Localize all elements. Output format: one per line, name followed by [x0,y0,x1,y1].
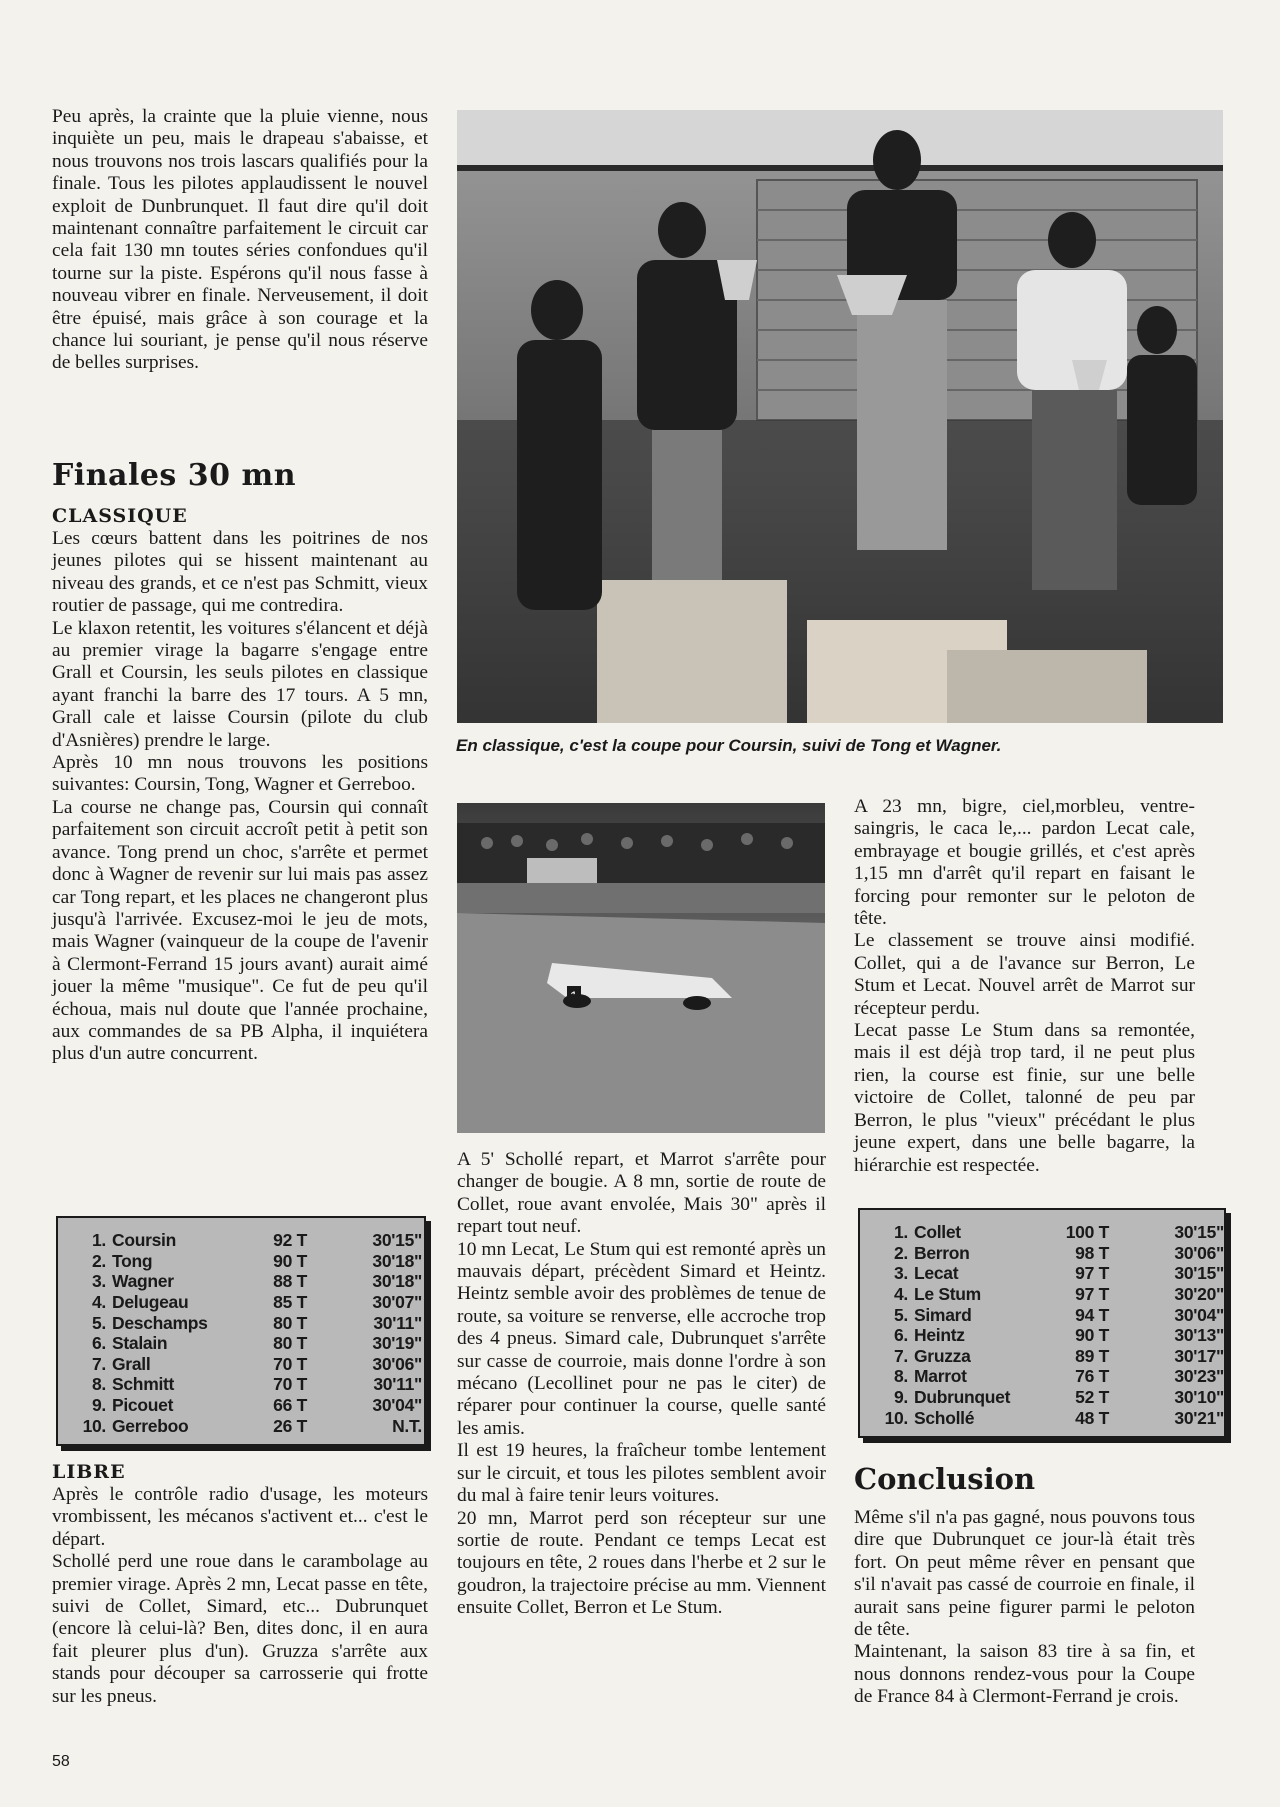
result-laps: 48 T [1075,1407,1109,1428]
result-laps: 89 T [1075,1345,1109,1366]
result-time: 30'04" [372,1395,422,1416]
result-name: Delugeau [112,1292,189,1313]
result-pos: 3. [92,1271,106,1292]
paragraph: Il est 19 heures, la fraîcheur tombe lentement sur le circuit, et tous les pilotes semblent avoir du mal à faire tenir leurs voitures. [457,1440,826,1507]
result-pos: 4. [92,1292,106,1313]
result-time: 30'21" [1174,1407,1224,1428]
result-laps: 85 T [273,1292,307,1313]
result-name: Picouet [112,1395,174,1416]
libre-results-table [858,1208,1226,1438]
result-name: Schmitt [112,1374,175,1395]
paragraph: Le classement se trouve ainsi modifié. Collet, qui a de l'avance sur Berron, Le Stum et Lecat. Nouvel arrêt de Marrot sur récepteur perdu. [854,930,1195,1019]
result-pos: 5. [92,1312,106,1333]
result-name: Simard [914,1304,972,1325]
result-laps: 90 T [273,1250,307,1271]
result-laps: 70 T [273,1374,307,1395]
result-pos: 5. [894,1304,908,1325]
section-heading-conclusion: Conclusion [854,1462,1036,1496]
result-name: Gerreboo [112,1415,189,1436]
paragraph: 20 mn, Marrot perd son récepteur sur une sortie de route. Pendant ce temps Lecat est toujours en tête, 2 roues dans l'herbe et 2 sur le goudron, la trajectoire précise au mm. Viennent ensuite Collet, Berron et Le Stum. [457,1507,826,1619]
table-row [76,1415,422,1436]
result-time: 30'18" [372,1271,422,1292]
result-name: Collet [914,1222,961,1243]
result-laps: 76 T [1075,1366,1109,1387]
result-name: Coursin [112,1230,177,1251]
result-pos: 2. [894,1242,908,1263]
result-name: Dubrunquet [914,1387,1011,1408]
race-car-photo [457,803,825,1133]
result-name: Marrot [914,1366,967,1387]
result-laps: 98 T [1075,1242,1109,1263]
paragraph: Après le contrôle radio d'usage, les moteurs vrombissent, les mécanos s'activent et... c'est le départ. [52,1484,428,1550]
paragraph: La course ne change pas, Coursin qui connaît parfaitement son circuit accroît petit à petit son avance. Tong prend un choc, s'arrête et permet donc à Wagner de revenir sur lui mais pas assez car Tong repart, et les places ne changeront plus jusqu'à l'arrivée. Excusez-moi le jeu de mots, mais Wagner (vainqueur de la coupe de l'avenir à Clermont-Ferrand 15 jours avant) aurait aimé jouer la même "musique". Ce fut de peu qu'il échoua, mais nul doute que l'année prochaine, aux commandes de sa PB Alpha, il inquiétera plus d'un autre concurrent. [52,796,428,1065]
table-row [76,1395,422,1416]
result-time: 30'15" [372,1230,422,1251]
race-car-photo-image [457,803,825,1133]
result-name: Tong [112,1250,153,1271]
result-laps: 88 T [273,1271,307,1292]
column-1-classique [52,528,428,1066]
result-name: Le Stum [914,1284,981,1305]
result-laps: 80 T [273,1312,307,1333]
result-laps: 26 T [273,1415,307,1436]
section-heading-finales: Finales 30 mn [52,458,297,493]
result-name: Lecat [914,1263,959,1284]
result-name: Berron [914,1242,970,1263]
result-name: Grall [112,1353,151,1374]
table-row [878,1222,1224,1243]
paragraph: Même s'il n'a pas gagné, nous pouvons tous dire que Dubrunquet ce jour-là était très fort. On peut même rêver en pensant que s'il n'avait pas cassé de courroie en finale, il aurait sans peine figurer parmi le peloton de tête. [854,1507,1195,1641]
result-pos: 10. [884,1407,908,1428]
table-row [878,1243,1224,1264]
table-row [878,1304,1224,1325]
column-1-intro [52,106,428,375]
result-pos: 4. [894,1284,908,1305]
table-row [878,1407,1224,1428]
result-laps: 92 T [273,1230,307,1251]
paragraph: Maintenant, la saison 83 tire à sa fin, et nous donnons rendez-vous pour la Coupe de France 84 à Clermont-Ferrand je crois. [854,1641,1195,1708]
table-row [76,1312,422,1333]
paragraph: 10 mn Lecat, Le Stum qui est remonté après un mauvais départ, précèdent Simard et Heintz. Heintz semble avoir des problèmes de tenue de route, sa voiture se renverse, elle accroche trop des 4 pneus. Simard cale, Dubrunquet s'arrête sur casse de courroie, mais donne l'ordre à son mécano (Lecollinet pour ne pas le citer) de réparer pour continuer la course, quelle santé les amis. [457,1238,826,1439]
result-time: 30'18" [372,1250,422,1271]
result-time: 30'15" [1174,1263,1224,1284]
result-laps: 97 T [1075,1263,1109,1284]
paragraph: Schollé perd une roue dans le carambolage au premier virage. Après 2 mn, Lecat passe en tête, suivi de Collet, Simard, etc... Dubrunquet (encore là celui-là? Ben, dites donc, il en aura fait pleurer plus d'un). Gruzza s'arrête aux stands pour découper sa carrosserie qui frotte sur les pneus. [52,1551,428,1707]
result-time: N.T. [392,1415,422,1436]
photo-caption: En classique, c'est la coupe pour Coursin, suivi de Tong et Wagner. [456,736,1002,755]
paragraph: Après 10 mn nous trouvons les positions suivantes: Coursin, Tong, Wagner et Gerreboo. [52,752,428,796]
result-name: Heintz [914,1325,965,1346]
table-row [878,1263,1224,1284]
table-row [878,1284,1224,1305]
result-time: 30'13" [1174,1325,1224,1346]
paragraph: Les cœurs battent dans les poitrines de nos jeunes pilotes qui se hissent maintenant au niveau des grands, et ce n'est pas Schmitt, vieux routier de passage, qui me contredira. [52,528,428,617]
result-laps: 97 T [1075,1284,1109,1305]
result-pos: 2. [92,1250,106,1271]
result-pos: 6. [92,1333,106,1354]
result-laps: 100 T [1065,1222,1109,1243]
result-time: 30'04" [1174,1304,1224,1325]
result-pos: 8. [894,1366,908,1387]
result-time: 30'19" [372,1333,422,1354]
result-pos: 1. [92,1230,106,1251]
result-pos: 8. [92,1374,106,1395]
classique-results-table [56,1216,426,1446]
table-row [878,1366,1224,1387]
result-time: 30'10" [1174,1387,1224,1408]
paragraph: Le klaxon retentit, les voitures s'élancent et déjà au premier virage la bagarre s'engage entre Grall et Coursin, les seuls pilotes en classique ayant franchi la barre des 17 tours. A 5 mn, Grall cale et laisse Coursin (pilote du club d'Asnières) prendre le large. [52,617,428,751]
result-laps: 90 T [1075,1325,1109,1346]
result-pos: 6. [894,1325,908,1346]
column-2 [457,1149,826,1620]
result-pos: 7. [894,1345,908,1366]
table-row [76,1251,422,1272]
result-pos: 1. [894,1222,908,1243]
table-row [878,1325,1224,1346]
result-laps: 94 T [1075,1304,1109,1325]
result-laps: 70 T [273,1353,307,1374]
result-time: 30'20" [1174,1284,1224,1305]
paragraph: Lecat passe Le Stum dans sa remontée, mais il est déjà trop tard, il ne peut plus rien, la course est finie, sur une belle victoire de Collet, talonné de peu par Berron, le plus "vieux" précédant le plus jeune expert, dans une belle bagarre, la hiérarchie est respectée. [854,1020,1195,1176]
result-laps: 52 T [1075,1387,1109,1408]
result-name: Gruzza [914,1345,971,1366]
result-time: 30'11" [373,1374,422,1395]
column-3-conclusion [854,1507,1195,1709]
paragraph: Peu après, la crainte que la pluie vienne, nous inquiète un peu, mais le drapeau s'abaisse, et nous trouvons nos trois lascars qualifiés pour la finale. Tous les pilotes applaudissent le nouvel exploit de Dunbrunquet. Il faut dire qu'il doit maintenant connaître parfaitement le circuit car cela fait 130 mn toutes séries confondues qu'il tourne sur la piste. Espérons qu'il nous fasse à nouveau vibrer en finale. Nerveusement, il doit être épuisé, mais grâce à son courage et la chance lui souriant, je pense qu'il nous réserve de belles surprises. [52,106,428,374]
column-1-libre [52,1484,428,1708]
table-row [878,1387,1224,1408]
result-pos: 10. [82,1415,106,1436]
table-row [76,1374,422,1395]
result-time: 30'17" [1174,1345,1224,1366]
table-row [76,1354,422,1375]
result-time: 30'06" [372,1353,422,1374]
result-laps: 80 T [273,1333,307,1354]
table-row [878,1346,1224,1367]
result-time: 30'23" [1174,1366,1224,1387]
podium-photo [457,110,1223,723]
result-pos: 3. [894,1263,908,1284]
result-name: Deschamps [112,1312,208,1333]
paragraph: A 5' Schollé repart, et Marrot s'arrête pour changer de bougie. A 8 mn, sortie de route de Collet, roue avant envolée, Mais 30" après il repart tout neuf. [457,1149,826,1238]
result-name: Stalain [112,1333,168,1354]
table-row [76,1292,422,1313]
subheading-libre: LIBRE [52,1461,126,1483]
table-row [76,1271,422,1292]
table-row [76,1333,422,1354]
result-time: 30'07" [372,1292,422,1313]
result-pos: 9. [92,1395,106,1416]
result-name: Schollé [914,1407,975,1428]
result-pos: 9. [894,1387,908,1408]
result-pos: 7. [92,1353,106,1374]
result-name: Wagner [112,1271,174,1292]
result-time: 30'15" [1174,1222,1224,1243]
podium-photo-image [457,110,1223,723]
paragraph: A 23 mn, bigre, ciel,morbleu, ventre-saingris, le caca le,... pardon Lecat cale, embrayage et bougie grillés, et c'est après 1,15 mn d'arrêt qu'il repart en faisant le forcing pour remonter sur le peloton de tête. [854,796,1195,930]
table-row [76,1230,422,1251]
result-time: 30'06" [1174,1242,1224,1263]
result-time: 30'11" [373,1312,422,1333]
column-3 [854,796,1195,1177]
result-laps: 66 T [273,1395,307,1416]
subheading-classique: CLASSIQUE [52,505,188,527]
page-number: 58 [52,1753,70,1770]
